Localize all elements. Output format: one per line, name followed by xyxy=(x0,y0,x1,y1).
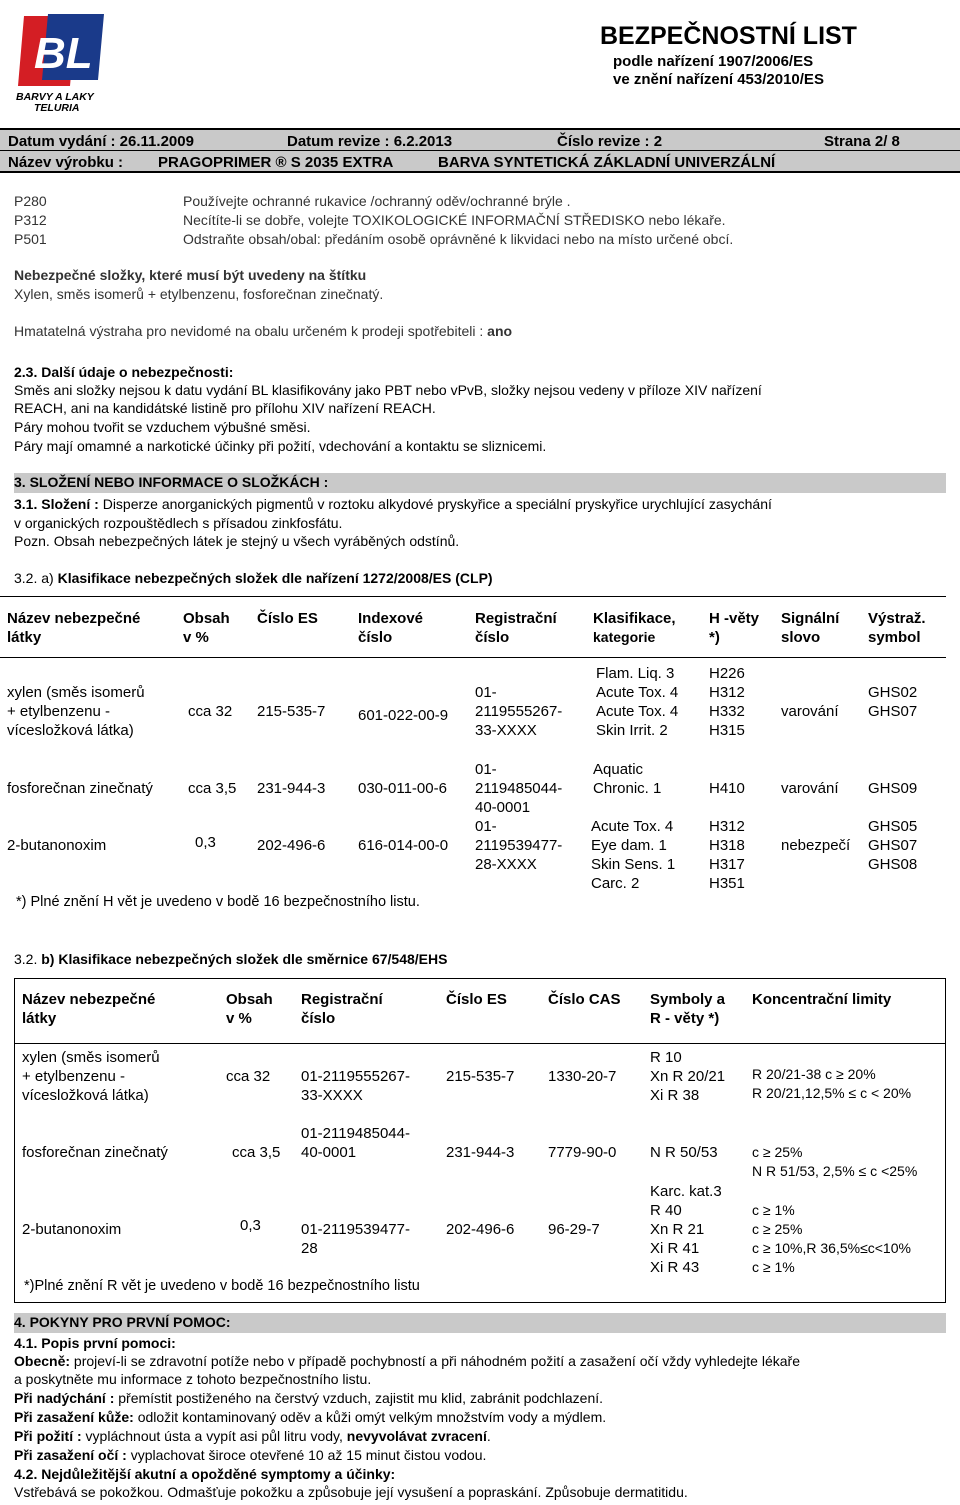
table-cell: 01- 2119555267- 33-XXXX xyxy=(475,684,563,739)
table-cell: 96-29-7 xyxy=(548,1221,600,1238)
table-cell: cca 32 xyxy=(188,703,233,720)
table-cell: H226 H312 H332 H315 xyxy=(709,665,745,739)
composition-label: 3.1. Složení : xyxy=(14,496,103,512)
table-cell: 215-535-7 xyxy=(446,1068,515,1085)
revision-number: Číslo revize : 2 xyxy=(557,133,663,150)
table-b-header-name: Název nebezpečné látky xyxy=(22,991,156,1027)
table-a-header-content: Obsah v % xyxy=(183,610,230,646)
table-cell: c ≥ 25% N R 51/53, 2,5% ≤ c <25% xyxy=(752,1144,918,1179)
table-cell: cca 32 xyxy=(226,1068,271,1085)
product-name: PRAGOPRIMER ® S 2035 EXTRA xyxy=(158,154,394,171)
composition-note xyxy=(14,533,459,549)
first-aid-general: Obecně: projeví-li se zdravotní potíže nebo v případě pochybností a při náhodném požití a zasažení očí vždy vyhledejte lékaře xyxy=(14,1353,800,1369)
table-a-header-es: Číslo ES xyxy=(257,610,318,627)
section-3-2a-prefix: 3.2. a) xyxy=(14,570,58,586)
note-text: Obsah nebezpečných látek je stejný u všech vyráběných odstínů. xyxy=(49,533,460,549)
logo-brand-line1: BARVY A LAKY xyxy=(16,91,94,103)
table-cell: GHS09 xyxy=(868,780,918,797)
table-cell: Karc. kat.3 R 40 Xn R 21 Xi R 41 Xi R 43 xyxy=(650,1183,722,1276)
table-row: xylen (směs isomerů + etylbenzenu - vícesložková látka) xyxy=(7,684,145,739)
table-b-right-border xyxy=(945,978,946,1303)
section-3-2b-prefix: 3.2. xyxy=(14,951,42,967)
logo-letters: BL xyxy=(34,29,93,78)
table-b-footnote: *)Plné znění R vět je uvedeno v bodě 16 bezpečnostního listu xyxy=(24,1278,420,1294)
tactile-warning xyxy=(14,323,512,339)
p-text: Používejte ochranné rukavice /ochranný oděv/ochranné brýle . xyxy=(183,193,571,209)
table-cell: 601-022-00-9 xyxy=(358,707,449,724)
table-a-header-border xyxy=(0,657,946,658)
table-cell: 01- 2119539477- 28-XXXX xyxy=(475,818,563,873)
table-cell: 202-496-6 xyxy=(257,837,326,854)
section-4-1-heading: 4.1. Popis první pomoci: xyxy=(14,1335,176,1351)
product-label: Název výrobku : xyxy=(8,154,124,171)
section-3-2b-heading xyxy=(14,951,447,967)
section-4-2-text: Vstřebává se pokožkou. Odmašťuje pokožku a způsobuje její vysušení a popraskání. Způsobuje dermatitidu. xyxy=(14,1484,688,1500)
section-3-heading: 3. SLOŽENÍ NEBO INFORMACE O SLOŽKÁCH : xyxy=(14,474,329,490)
table-cell: 1330-20-7 xyxy=(548,1068,617,1085)
table-cell: 01-2119555267- 33-XXXX xyxy=(301,1068,410,1104)
table-b-header-symbols: Symboly a R - věty *) xyxy=(650,991,726,1027)
p-text: Odstraňte obsah/obal: předáním osobě oprávněné k likvidaci nebo na místo určené obcí. xyxy=(183,231,734,247)
table-cell: cca 3,5 xyxy=(188,780,237,797)
table-row: 2-butanonoxim xyxy=(7,837,107,854)
table-cell: varování xyxy=(781,780,839,797)
header-top-rule xyxy=(0,128,960,130)
document-title: BEZPEČNOSTNÍ LIST xyxy=(600,22,857,50)
section-2-3-line: Páry mají omamné a narkotické účinky při požití, vdechování a kontaktu se sliznicemi. xyxy=(14,438,547,454)
issue-date: Datum vydání : 26.11.2009 xyxy=(8,133,194,150)
table-cell: R 20/21-38 c ≥ 20% R 20/21,12,5% ≤ c < 20% xyxy=(752,1066,912,1101)
table-b-header-cas: Číslo CAS xyxy=(548,991,621,1008)
product-description: BARVA SYNTETICKÁ ZÁKLADNÍ UNIVERZÁLNÍ xyxy=(438,154,776,171)
first-aid-general-2: a poskytněte mu informace z tohoto bezpečnostního listu. xyxy=(14,1371,372,1387)
regulation-line-1: podle nařízení 1907/2006/ES xyxy=(613,53,814,70)
section-3-2b-title: b) Klasifikace nebezpečných složek dle směrnice 67/548/EHS xyxy=(41,951,448,967)
table-a-header-signal: Signální slovo xyxy=(781,610,840,646)
note-label: Pozn. xyxy=(14,533,50,549)
table-cell: 01-2119485044- 40-0001 xyxy=(301,1125,410,1161)
table-b-left-border xyxy=(14,978,15,1303)
section-3-2a-heading xyxy=(14,570,493,586)
tactile-warning-value: ano xyxy=(487,323,513,339)
table-b-header-reg: Registrační číslo xyxy=(301,991,383,1027)
table-b-header-content: Obsah v % xyxy=(226,991,273,1027)
table-row: fosforečnan zinečnatý xyxy=(7,780,153,797)
section-4-2-heading: 4.2. Nejdůležitější akutní a opožděné symptomy a účinky: xyxy=(14,1466,396,1482)
table-cell: N R 50/53 xyxy=(650,1144,718,1161)
table-b-bottom-border xyxy=(14,1302,946,1303)
table-row: 2-butanonoxim xyxy=(22,1221,122,1238)
section-2-3-line: REACH, ani na kandidátské listině pro přílohu XIV nařízení REACH. xyxy=(14,400,436,416)
header-mid-rule xyxy=(0,150,960,151)
first-aid-eyes: Při zasažení očí : vyplachovat široce otevřené 10 až 15 minut čistou vodou. xyxy=(14,1447,487,1463)
table-cell: 231-944-3 xyxy=(446,1144,515,1161)
table-cell: Flam. Liq. 3 Acute Tox. 4 Acute Tox. 4 Skin Irrit. 2 xyxy=(596,665,679,739)
table-cell: cca 3,5 xyxy=(232,1144,281,1161)
table-cell: nebezpečí xyxy=(781,837,851,854)
tactile-warning-text: Hmatatelná výstraha pro nevidomé na obalu určeném k prodeji spotřebiteli : xyxy=(14,323,488,339)
table-cell: Acute Tox. 4 Eye dam. 1 Skin Sens. 1 Carc. 2 xyxy=(591,818,676,892)
section-2-3-line: Směs ani složky nejsou k datu vydání BL klasifikovány jako PBT nebo vPvB, složky nejsou vedeny v příloze XIV nařízení xyxy=(14,382,762,398)
table-cell: Aquatic Chronic. 1 xyxy=(593,761,662,797)
composition-text: Disperze anorganických pigmentů v roztoku alkydové pryskyřice a speciální pryskyřice urychlující zasychání xyxy=(102,496,772,512)
page-number: Strana 2/ 8 xyxy=(824,133,900,150)
table-cell: c ≥ 1% c ≥ 25% c ≥ 10%,R 36,5%≤c<10% c ≥ 1% xyxy=(752,1202,911,1275)
table-row: xylen (směs isomerů + etylbenzenu - vícesložková látka) xyxy=(22,1049,160,1104)
regulation-line-2: ve znění nařízení 453/2010/ES xyxy=(613,71,824,88)
table-a-header-name: Název nebezpečné látky xyxy=(7,610,141,646)
table-cell: R 10 Xn R 20/21 Xi R 38 xyxy=(650,1049,726,1104)
section-3-2a-title: Klasifikace nebezpečných složek dle nařízení 1272/2008/ES (CLP) xyxy=(57,570,493,586)
p-code: P312 xyxy=(14,212,47,228)
header-bottom-rule xyxy=(0,171,960,173)
first-aid-skin: Při zasažení kůže: odložit kontaminovaný oděv a kůži omýt velkým množstvím vody a mýdlem. xyxy=(14,1409,607,1425)
table-a-footnote: *) Plné znění H vět je uvedeno v bodě 16 bezpečnostního listu. xyxy=(16,894,420,910)
table-cell: 202-496-6 xyxy=(446,1221,515,1238)
company-logo xyxy=(12,10,122,114)
table-b-header-border xyxy=(14,1043,946,1044)
logo-brand-line2: TELURIA xyxy=(34,102,80,114)
table-cell: 030-011-00-6 xyxy=(358,780,447,797)
p-text: Necítíte-li se dobře, volejte TOXIKOLOGICKÉ INFORMAČNÍ STŘEDISKO nebo lékaře. xyxy=(183,212,726,228)
table-a-top-border xyxy=(0,596,946,597)
table-cell: 0,3 xyxy=(195,834,216,851)
table-cell: GHS02 GHS07 xyxy=(868,684,918,720)
table-a-header-index: Indexové číslo xyxy=(358,610,424,646)
section-4-heading: 4. POKYNY PRO PRVNÍ POMOC: xyxy=(14,1314,231,1330)
table-a-header-reg: Registrační číslo xyxy=(475,610,557,646)
table-cell: H312 H318 H317 H351 xyxy=(709,818,745,892)
table-cell: H410 xyxy=(709,780,745,797)
table-a-header-h: H -věty *) xyxy=(709,610,760,646)
p-code: P280 xyxy=(14,193,47,209)
table-cell: 215-535-7 xyxy=(257,703,326,720)
table-a-header-symbol: Výstraž. symbol xyxy=(868,610,926,646)
table-b-header-es: Číslo ES xyxy=(446,991,507,1008)
section-2-3-heading: 2.3. Další údaje o nebezpečnosti: xyxy=(14,364,234,380)
table-cell: 7779-90-0 xyxy=(548,1144,617,1161)
table-cell: 231-944-3 xyxy=(257,780,326,797)
section-2-3-line: Páry mohou tvořit se vzduchem výbušné směsi. xyxy=(14,419,311,435)
revision-date: Datum revize : 6.2.2013 xyxy=(287,133,453,150)
label-components-text: Xylen, směs isomerů + etylbenzenu, fosforečnan zinečnatý. xyxy=(14,286,384,302)
composition-line-1 xyxy=(14,496,772,512)
composition-line-2: v organických rozpouštědlech s přísadou zinkfosfátu. xyxy=(14,515,343,531)
table-cell: GHS05 GHS07 GHS08 xyxy=(868,818,918,873)
table-cell: 01- 2119485044- 40-0001 xyxy=(475,761,563,816)
table-row: fosforečnan zinečnatý xyxy=(22,1144,168,1161)
table-a-header-class: Klasifikace, kategorie xyxy=(593,610,676,645)
table-b-top-border xyxy=(14,978,946,979)
table-cell: 0,3 xyxy=(240,1217,261,1234)
table-cell: varování xyxy=(781,703,839,720)
p-code: P501 xyxy=(14,231,47,247)
table-b-header-limits: Koncentrační limity xyxy=(752,991,892,1008)
first-aid-ingestion: Při požití : vypláchnout ústa a vypít asi půl litru vody, nevyvolávat zvracení. xyxy=(14,1428,491,1444)
table-cell: 01-2119539477- 28 xyxy=(301,1221,410,1257)
label-components-heading: Nebezpečné složky, které musí být uvedeny na štítku xyxy=(14,267,367,283)
first-aid-inhalation: Při nadýchání : přemístit postiženého na čerstvý vzduch, zajistit mu klid, zabránit podchlazení. xyxy=(14,1390,604,1406)
table-cell: 616-014-00-0 xyxy=(358,837,449,854)
